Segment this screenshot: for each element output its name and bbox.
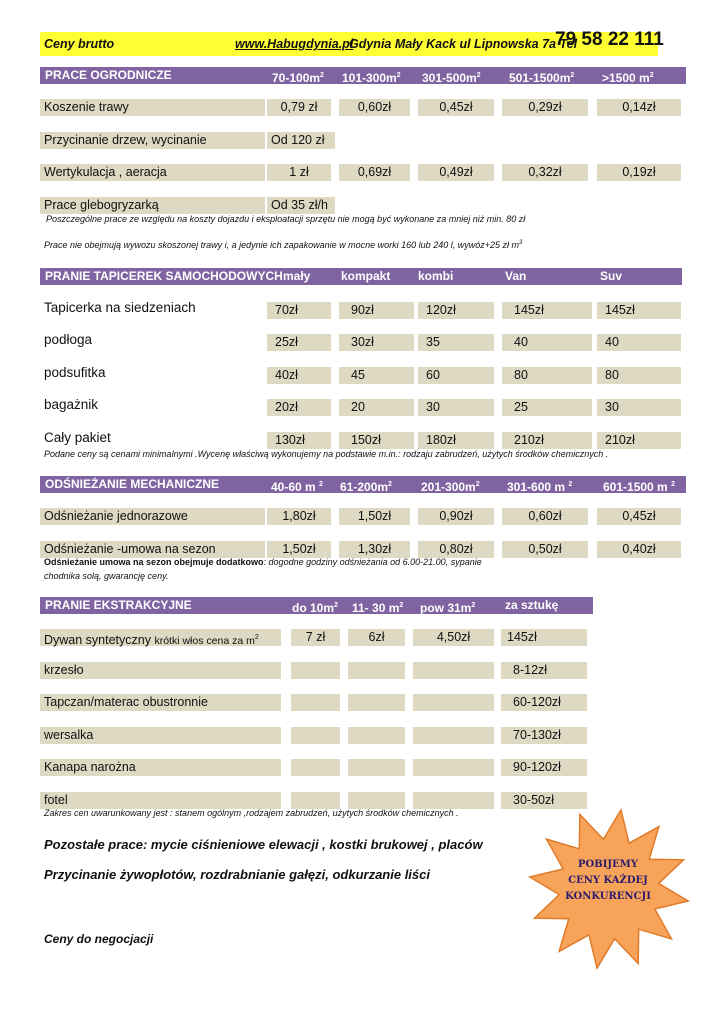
price-cell: 4,50zł xyxy=(413,629,494,646)
col-header: kompakt xyxy=(341,269,391,283)
price-cell: 20zł xyxy=(267,399,331,416)
price-cell: 30 xyxy=(597,399,681,416)
price-cell: 1,80zł xyxy=(267,508,331,525)
price-cell: 6zł xyxy=(348,629,405,646)
col-header: 201-300m xyxy=(421,480,476,494)
price-cell: 30-50zł xyxy=(501,792,587,809)
section-title: PRANIE TAPICEREK SAMOCHODOWYCH xyxy=(45,269,283,283)
price-cell: 0,60zł xyxy=(339,99,410,116)
row-label-bg xyxy=(40,367,265,384)
address-label: Gdynia Mały Kack ul Lipnowska 7a Tel xyxy=(349,37,578,51)
price-cell: 0,60zł xyxy=(502,508,588,525)
row-label: Prace glebogryzarką xyxy=(40,197,265,214)
website-link[interactable]: www.Habugdynia.pl xyxy=(235,37,354,51)
price-cell: 1 zł xyxy=(267,164,331,181)
col-header: 11- 30 m xyxy=(352,601,400,615)
price-cell: 8-12zł xyxy=(501,662,587,679)
row-label-bg xyxy=(40,302,265,319)
section-header-gardening: PRACE OGRODNICZE $70-100m^2$ $101-300m^2$ $301-500m^2$ $501-1500m^2$ >1500 $m^2$ xyxy=(40,67,686,84)
price-cell: 120zł xyxy=(418,302,494,319)
price-cell: 35 xyxy=(418,334,494,351)
col-header: 501-1500m xyxy=(509,71,571,85)
col-header: >1500 m xyxy=(602,71,650,85)
price-cell: Od 120 zł xyxy=(267,132,335,149)
note-season-contract: Odśnieżanie umowa na sezon obejmuje dodatkowo: dogodne godziny odśnieżania od 6.00-21.00, sypanie xyxy=(44,557,482,567)
price-cell: 145zł xyxy=(502,302,592,319)
note-grass-removal: Prace nie obejmują wywozu skoszonej trawy i, a jedynie ich zapakowanie w mocne worki 160 lub 240 l, wywóz+25 zł $m^3$ xyxy=(44,240,523,250)
price-cell: 145zł xyxy=(597,302,681,319)
price-cell: 0,45zł xyxy=(597,508,681,525)
price-cell: 0,45zł xyxy=(418,99,494,116)
price-cell: 0,32zł xyxy=(502,164,588,181)
row-label: Tapczan/materac obustronnie xyxy=(40,694,281,711)
section-header-car-upholstery xyxy=(40,268,682,285)
col-header: 101-300m xyxy=(342,71,397,85)
price-cell: 0,90zł xyxy=(418,508,494,525)
price-cell: 1,30zł xyxy=(339,541,410,558)
price-cell: 40zł xyxy=(267,367,331,384)
price-cell: 25zł xyxy=(267,334,331,351)
price-cell xyxy=(348,694,405,711)
price-cell xyxy=(348,727,405,744)
price-cell: 80 xyxy=(597,367,681,384)
price-cell: 150zł xyxy=(339,432,414,449)
price-cell: 40 xyxy=(597,334,681,351)
price-cell: 145zł xyxy=(501,629,587,646)
row-label: wersalka xyxy=(40,727,281,744)
section-title: PRACE OGRODNICZE xyxy=(45,68,172,82)
price-cell: 0,69zł xyxy=(339,164,410,181)
col-header: Van xyxy=(505,269,527,283)
col-header: 70-100m xyxy=(272,71,321,85)
price-cell xyxy=(291,694,340,711)
col-header: 301-500m xyxy=(422,71,477,85)
col-header: do 10m xyxy=(292,601,335,615)
price-cell: 90-120zł xyxy=(501,759,587,776)
row-label: fotel xyxy=(40,792,281,809)
row-label: bagażnik xyxy=(44,397,99,412)
row-label: Cały pakiet xyxy=(44,430,111,445)
price-cell: 30zł xyxy=(339,334,414,351)
price-cell: 0,79 zł xyxy=(267,99,331,116)
row-label: podłoga xyxy=(44,332,93,347)
price-cell: 0,50zł xyxy=(502,541,588,558)
other-services-line: Pozostałe prace: mycie ciśnieniowe elewacji , kostki brukowej , placów xyxy=(44,837,483,852)
section-header-snow-removal: ODŚNIEŻANIE MECHANICZNE 40-60 m $^2$ $61-200m^2$ $201-300m^2$ 301-600 m $^2$ 601-1500 m $^2$ xyxy=(40,476,686,493)
price-cell: 25 xyxy=(502,399,592,416)
price-cell: 210zł xyxy=(502,432,592,449)
col-header: za sztukę xyxy=(505,598,559,612)
section-title: PRANIE EKSTRAKCYJNE xyxy=(45,598,192,612)
price-cell: 1,50zł xyxy=(267,541,331,558)
badge-line: CENY KAŻDEJ xyxy=(568,875,648,886)
badge-line: POBIJEMY xyxy=(578,859,638,870)
hedge-trimming-line: Przycinanie żywopłotów, rozdrabnianie gałęzi, odkurzanie liści xyxy=(44,867,430,882)
note-minimum-charge: Poszczególne prace ze względu na koszty dojazdu i eksploatacji sprzętu nie mogą być wykonane za mniej niż min. 80 zł xyxy=(46,214,526,224)
phone-number: 79 58 22 111 xyxy=(555,29,664,50)
note-price-range: Zakres cen uwarunkowany jest : stanem ogólnym ,rodzajem zabrudzeń, użytych środków chemicznych . xyxy=(44,808,459,818)
col-header: 301-600 m xyxy=(507,480,566,494)
price-cell: 0,80zł xyxy=(418,541,494,558)
price-cell: 130zł xyxy=(267,432,331,449)
price-cell: 0,29zł xyxy=(502,99,588,116)
price-cell: Od 35 zł/h xyxy=(267,197,335,214)
price-cell: 90zł xyxy=(339,302,414,319)
note-season-contract-2: chodnika solą, gwarancję ceny. xyxy=(44,571,169,581)
price-cell xyxy=(413,792,494,809)
price-cell xyxy=(291,727,340,744)
row-label: Wertykulacja , aeracja xyxy=(40,164,265,181)
price-cell xyxy=(413,662,494,679)
price-cell xyxy=(291,662,340,679)
col-header: mały xyxy=(283,269,311,283)
beat-competition-badge xyxy=(548,857,668,905)
price-cell xyxy=(291,792,340,809)
row-label: Dywan syntetyczny krótki włos cena za $m^2$ xyxy=(40,629,281,646)
row-label: Przycinanie drzew, wycinanie xyxy=(40,132,265,149)
row-label: podsufitka xyxy=(44,365,106,380)
col-header: kombi xyxy=(418,269,454,283)
badge-line: KONKURENCJI xyxy=(565,891,651,902)
col-header: 40-60 m xyxy=(271,480,316,494)
price-cell xyxy=(413,759,494,776)
price-cell xyxy=(348,759,405,776)
row-label-bg xyxy=(40,432,265,449)
row-label: krzesło xyxy=(40,662,281,679)
price-cell: 0,49zł xyxy=(418,164,494,181)
price-cell: 60-120zł xyxy=(501,694,587,711)
price-cell xyxy=(413,694,494,711)
price-cell: 210zł xyxy=(597,432,681,449)
price-cell: 0,14zł xyxy=(597,99,681,116)
row-label-bg xyxy=(40,334,265,351)
row-label: Odśnieżanie -umowa na sezon xyxy=(40,541,265,558)
row-label: Odśnieżanie jednorazowe xyxy=(40,508,265,525)
price-cell: 180zł xyxy=(418,432,494,449)
price-cell: 7 zł xyxy=(291,629,340,646)
gross-prices-label: Ceny brutto xyxy=(44,37,115,51)
row-label: Kanapa narożna xyxy=(40,759,281,776)
price-cell xyxy=(348,662,405,679)
price-cell: 40 xyxy=(502,334,592,351)
price-cell xyxy=(413,727,494,744)
note-minimum-prices: Podane ceny są cenami minimalnymi .Wycenę właściwą wykonujemy na podstawie m.in.: rodzaju zabrudzeń, użytych środków chemicznych . xyxy=(44,449,609,459)
price-cell: 60 xyxy=(418,367,494,384)
price-cell: 0,19zł xyxy=(597,164,681,181)
negotiable-prices: Ceny do negocjacji xyxy=(44,932,154,946)
row-label-bg xyxy=(40,399,265,416)
price-cell: 70-130zł xyxy=(501,727,587,744)
price-cell: 20 xyxy=(339,399,414,416)
col-header: 61-200m xyxy=(340,480,389,494)
price-cell xyxy=(291,759,340,776)
price-cell: 45 xyxy=(339,367,414,384)
price-cell: 80 xyxy=(502,367,592,384)
row-label: Koszenie trawy xyxy=(40,99,265,116)
price-cell: 1,50zł xyxy=(339,508,410,525)
col-header: 601-1500 m xyxy=(603,480,668,494)
section-title: ODŚNIEŻANIE MECHANICZNE xyxy=(45,477,220,491)
col-header: pow 31m xyxy=(420,601,472,615)
section-header-extraction-cleaning: PRANIE EKSTRAKCYJNE do $10m^2$ 11- 30 $m^2$ pow $31m^2$ za sztukę xyxy=(40,597,593,614)
price-cell: 30 xyxy=(418,399,494,416)
price-cell: 0,40zł xyxy=(597,541,681,558)
price-cell xyxy=(348,792,405,809)
row-label: Tapicerka na siedzeniach xyxy=(44,300,196,315)
col-header: Suv xyxy=(600,269,623,283)
price-cell: 70zł xyxy=(267,302,331,319)
